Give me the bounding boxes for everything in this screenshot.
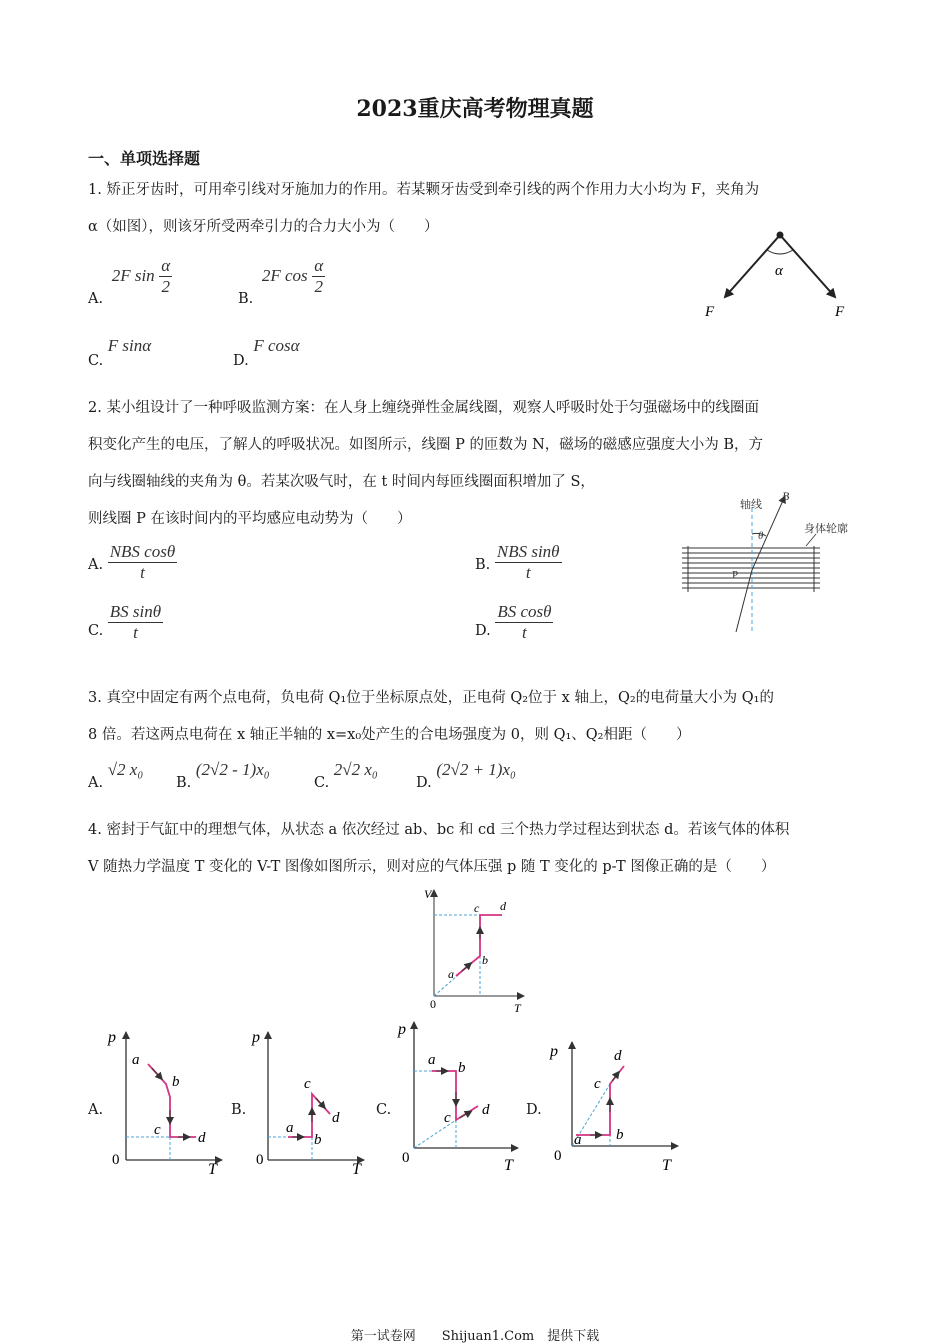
question-1-line-2: α（如图），则该牙所受两牵引力的合力大小为（ ） <box>88 219 439 235</box>
svg-text:b: b <box>314 1132 322 1148</box>
q2-axis-label: 轴线 <box>740 499 762 511</box>
q4-option-a-graph[interactable] <box>104 1022 228 1174</box>
q1-left-force-arrow <box>725 235 780 297</box>
question-4-line-2: V 随热力学温度 T 变化的 V-T 图像如图所示，则对应的气体压强 p 随 T 变化的 p-T 图像正确的是（ ） <box>88 859 776 875</box>
svg-text:d: d <box>482 1102 490 1118</box>
svg-text:a: a <box>132 1052 140 1068</box>
q3-option-c[interactable]: C. 2√2 x₀ <box>314 760 378 791</box>
q1-option-c[interactable]: C. F sinα <box>88 336 152 369</box>
svg-text:a: a <box>428 1052 436 1068</box>
svg-text:0: 0 <box>402 1150 410 1166</box>
q2-coil-diagram <box>678 486 868 636</box>
svg-text:b: b <box>616 1127 624 1143</box>
question-2-line-1: 2. 某小组设计了一种呼吸监测方案：在人身上缠绕弹性金属线圈，观察人呼吸时处于匀强磁场中的线圈面 <box>88 400 759 416</box>
svg-text:b: b <box>482 953 488 967</box>
svg-text:p: p <box>108 1029 116 1046</box>
q3-option-b[interactable]: B. (2√2 - 1)x₀ <box>176 760 270 791</box>
q1-right-force-arrow <box>780 235 835 297</box>
svg-text:0: 0 <box>256 1152 264 1168</box>
q1-option-a[interactable]: A. 2F sin $\frac{\alpha}{2}$ <box>88 256 171 307</box>
svg-text:d: d <box>332 1110 340 1126</box>
q1-tooth-point <box>777 232 784 239</box>
q4-option-b-graph[interactable] <box>248 1022 372 1174</box>
question-1-line-1: 1. 矫正牙齿时，可用牵引线对牙施加力的作用。若某颗牙齿受到牵引线的两个作用力大小均为 F，夹角为 <box>88 182 760 198</box>
q2-option-c[interactable]: C. $\frac{\text{BS sinθ}}{t}$ <box>88 602 162 642</box>
question-4-text <box>88 812 864 886</box>
question-3-text <box>88 680 864 754</box>
svg-text:a: a <box>448 967 454 981</box>
svg-text:a: a <box>286 1120 294 1136</box>
svg-text:b: b <box>458 1060 466 1076</box>
q2-angle-label: θ <box>758 530 764 542</box>
svg-text:0: 0 <box>112 1152 120 1168</box>
svg-text:T: T <box>208 1161 217 1174</box>
question-2-line-3: 向与线圈轴线的夹角为 θ。若某次吸气时，在 t 时间内每匝线圈面积增加了 S， <box>88 474 595 490</box>
q4-vt-graph <box>418 884 538 1018</box>
svg-text:p: p <box>252 1029 260 1046</box>
svg-text:p: p <box>398 1021 406 1038</box>
question-2-line-2: 积变化产生的电压，了解人的呼吸状况。如图所示，线圈 P 的匝数为 N，磁场的磁感应强度大小为 B，方 <box>88 437 764 453</box>
svg-text:a: a <box>574 1132 582 1148</box>
svg-text:T: T <box>662 1157 671 1174</box>
svg-text:T: T <box>504 1157 513 1174</box>
q3-option-a[interactable]: A. √2 x₀ <box>88 760 144 791</box>
page-title: 2023重庆高考物理真题 <box>356 96 594 122</box>
q3-option-d[interactable]: D. (2√2 + 1)x₀ <box>416 760 516 791</box>
svg-text:d: d <box>198 1130 206 1146</box>
q1-right-force-label: F <box>835 304 845 320</box>
q1-option-d[interactable]: D. F cosα <box>233 336 300 369</box>
q2-body-label: 身体轮廓 <box>804 523 848 535</box>
svg-text:d: d <box>500 899 506 913</box>
question-2-line-4: 则线圈 P 在该时间内的平均感应电动势为（ ） <box>88 511 412 527</box>
svg-text:0: 0 <box>430 997 436 1011</box>
q4-option-c-graph[interactable] <box>394 1016 524 1174</box>
q2-coil-windings <box>682 548 820 588</box>
svg-text:V: V <box>424 887 432 901</box>
q4-option-b-label[interactable]: B. <box>231 1102 247 1118</box>
svg-text:T: T <box>514 1001 521 1015</box>
svg-text:d: d <box>614 1048 622 1064</box>
q1-left-force-label: F <box>705 304 715 320</box>
section-heading: 一、单项选择题 <box>88 149 201 168</box>
footer-text: 第一试卷网 Shijuan1.Com 提供下载 <box>350 1329 600 1344</box>
q2-option-b[interactable]: B. $\frac{\text{NBS sinθ}}{t}$ <box>475 542 560 582</box>
svg-text:c: c <box>474 901 480 915</box>
question-3-line-1: 3. 真空中固定有两个点电荷，负电荷 Q₁位于坐标原点处，正电荷 Q₂位于 x 轴上，Q₂的电荷量大小为 Q₁的 <box>88 690 774 706</box>
q1-option-b[interactable]: B. 2F cos $\frac{\alpha}{2}$ <box>238 256 324 307</box>
svg-text:c: c <box>304 1076 311 1092</box>
q2-option-d[interactable]: D. $\frac{\text{BS cosθ}}{t}$ <box>475 602 552 642</box>
svg-text:c: c <box>444 1110 451 1126</box>
q2-coil-label: P <box>732 569 739 581</box>
q4-option-c-label[interactable]: C. <box>376 1102 392 1118</box>
q2-field-label: B <box>782 489 790 503</box>
svg-text:T: T <box>352 1161 361 1174</box>
svg-text:0: 0 <box>554 1148 562 1164</box>
svg-text:b: b <box>172 1074 180 1090</box>
svg-text:p: p <box>550 1043 558 1060</box>
q1-force-diagram <box>695 225 865 325</box>
q2-option-a[interactable]: A. $\frac{\text{NBS cosθ}}{t}$ <box>88 542 176 582</box>
q4-option-d-label[interactable]: D. <box>526 1102 542 1118</box>
q4-option-a-label[interactable]: A. <box>88 1102 104 1118</box>
svg-text:c: c <box>594 1076 601 1092</box>
q1-angle-label: α <box>775 263 783 279</box>
question-4-line-1: 4. 密封于气缸中的理想气体，从状态 a 依次经过 ab、bc 和 cd 三个热力学过程达到状态 d。若该气体的体积 <box>88 822 790 838</box>
question-3-line-2: 8 倍。若这两点电荷在 x 轴正半轴的 x=x₀处产生的合电场强度为 0，则 Q₁、Q₂相距（ ） <box>88 727 691 743</box>
svg-text:c: c <box>154 1122 161 1138</box>
q4-option-d-graph[interactable] <box>546 1036 682 1176</box>
